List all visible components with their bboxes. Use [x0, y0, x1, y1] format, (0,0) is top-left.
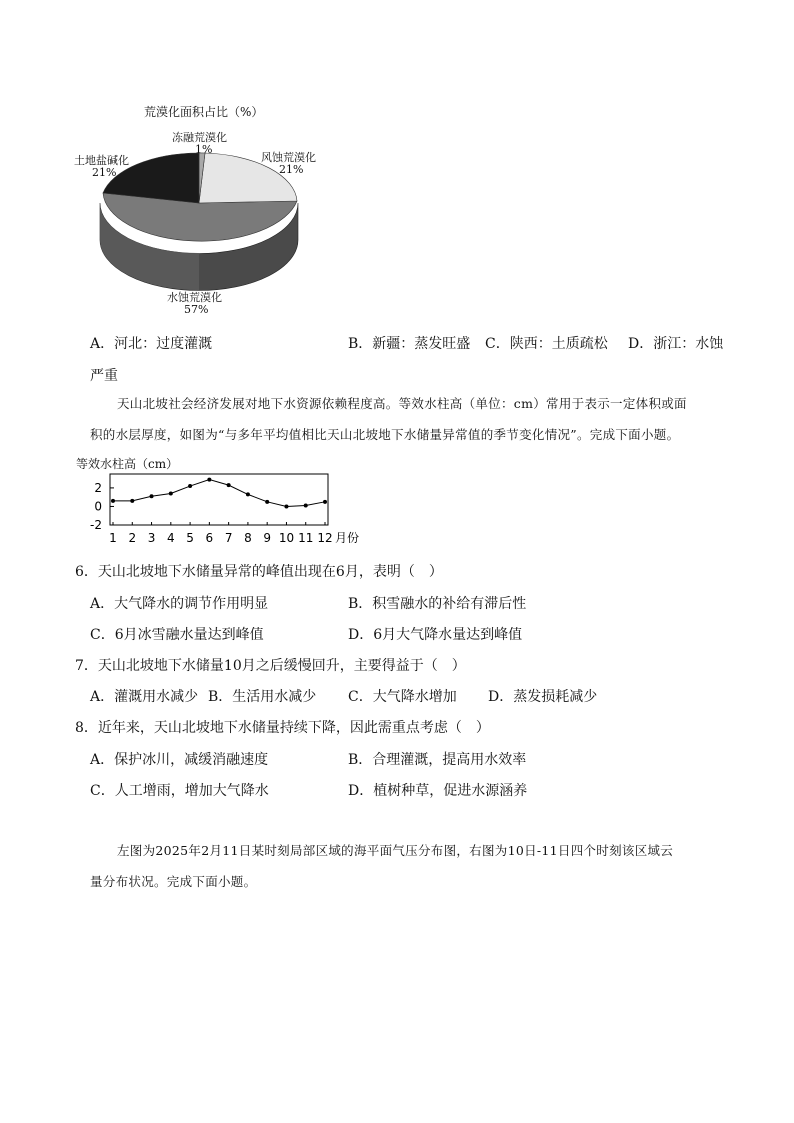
- y-tick-label: -2: [90, 518, 102, 532]
- x-tick-label: 12: [317, 531, 333, 545]
- line-chart-frame: [110, 474, 328, 525]
- q6-option-a: A．大气降水的调节作用明显: [90, 596, 269, 612]
- x-tick-label: 2: [128, 531, 137, 545]
- q5-option-b: B．新疆：蒸发旺盛: [348, 336, 471, 352]
- passage-2-line-1: 左图为2025年2月11日某时刻局部区域的海平面气压分布图，右图为10日-11日四个时刻该区域云: [117, 843, 674, 858]
- q7-option-d: D．蒸发损耗减少: [488, 689, 598, 705]
- q7-option-c: C．大气降水增加: [348, 689, 457, 705]
- pie-pct-water-erosion: 57%: [184, 303, 209, 316]
- q8-stem: 8．近年来，天山北坡地下水储量持续下降，因此需重点考虑（ ）: [75, 720, 490, 736]
- pie-label-wind-erosion: 风蚀荒漠化: [261, 151, 316, 164]
- q8-option-a: A．保护冰川，减缓消融速度: [90, 752, 269, 768]
- y-tick-label: 2: [94, 480, 102, 495]
- x-tick-label: 3: [147, 531, 156, 545]
- x-tick-label: 10: [278, 531, 295, 545]
- line-series: [113, 480, 325, 507]
- q6-stem: 6．天山北坡地下水储量异常的峰值出现在6月，表明（ ）: [75, 564, 443, 580]
- passage-1-line-1: 天山北坡社会经济发展对地下水资源依赖程度高。等效水柱高（单位：cm）常用于表示一定体积或面: [117, 396, 687, 411]
- data-point: [304, 504, 308, 508]
- q7-option-b: B．生活用水减少: [208, 689, 317, 705]
- data-point: [150, 494, 154, 498]
- pie-label-freeze-thaw: 冻融荒漠化: [172, 131, 227, 144]
- data-point: [227, 483, 231, 487]
- line-chart-xlabel: 月份: [335, 531, 360, 545]
- q5-option-a: A．河北：过度灌溉: [90, 336, 213, 352]
- x-tick-label: 4: [166, 531, 175, 545]
- data-point: [188, 484, 192, 488]
- pie-label-water-erosion: 水蚀荒漠化: [167, 291, 222, 304]
- q8-option-c: C．人工增雨，增加大气降水: [90, 783, 269, 799]
- x-tick-label: 9: [263, 531, 272, 545]
- pie-pct-salinization: 21%: [92, 166, 117, 179]
- q6-option-b: B．积雪融水的补给有滞后性: [348, 596, 527, 612]
- passage-1-line-2: 积的水层厚度，如图为“与多年平均值相比天山北坡地下水储量异常值的季节变化情况”。完成下面小题。: [90, 427, 680, 442]
- data-point: [111, 499, 115, 503]
- pie-chart-title: 荒漠化面积占比（%）: [144, 105, 264, 119]
- x-tick-label: 5: [186, 531, 194, 545]
- pie-label-salinization: 土地盐碱化: [74, 154, 129, 167]
- q8-option-d: D．植树种草，促进水源涵养: [348, 783, 528, 799]
- q7-stem: 7．天山北坡地下水储量10月之后缓慢回升，主要得益于（ ）: [75, 658, 466, 674]
- pie-chart-figure: [60, 95, 350, 325]
- q8-option-b: B．合理灌溉，提高用水效率: [348, 752, 527, 768]
- pie-pct-freeze-thaw: 1%: [195, 143, 213, 156]
- line-chart-ylabel: 等效水柱高（cm）: [76, 457, 179, 471]
- q6-option-d: D．6月大气降水量达到峰值: [348, 627, 523, 643]
- x-tick-label: 1: [109, 531, 117, 545]
- x-tick-label: 7: [224, 531, 233, 545]
- y-tick-label: 0: [94, 499, 102, 514]
- data-point: [130, 499, 134, 503]
- data-point: [323, 500, 327, 504]
- q5-option-d-cont: 严重: [90, 368, 118, 384]
- data-point: [169, 491, 173, 495]
- q7-option-a: A．灌溉用水减少: [90, 689, 199, 705]
- data-point: [207, 478, 211, 482]
- x-tick-label: 8: [244, 531, 252, 545]
- data-point: [265, 500, 269, 504]
- x-tick-label: 11: [298, 531, 314, 545]
- data-point: [284, 504, 288, 508]
- passage-2-line-2: 量分布状况。完成下面小题。: [90, 874, 257, 889]
- q6-option-c: C．6月冰雪融水量达到峰值: [90, 627, 264, 643]
- q5-option-d: D．浙江：水蚀: [628, 336, 724, 352]
- pie-pct-wind-erosion: 21%: [279, 163, 304, 176]
- q5-option-c: C．陕西：土质疏松: [485, 336, 608, 352]
- data-point: [246, 492, 250, 496]
- x-tick-label: 6: [205, 531, 214, 545]
- line-chart: [72, 468, 372, 558]
